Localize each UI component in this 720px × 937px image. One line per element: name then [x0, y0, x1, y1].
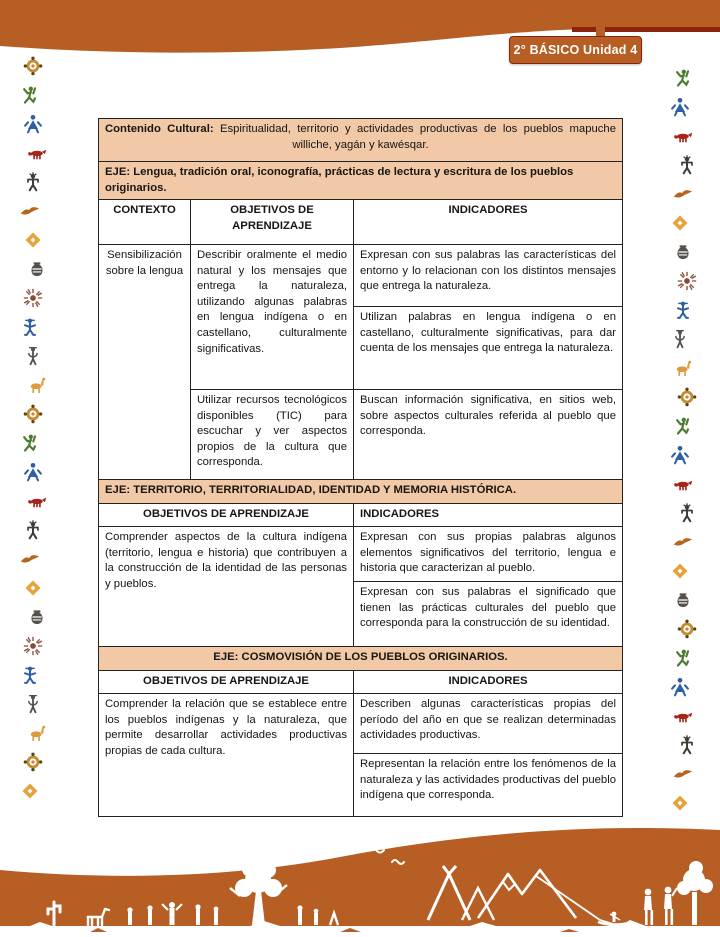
condor-icon	[20, 201, 40, 221]
pot-icon	[673, 242, 693, 262]
objetivo2-cell: Utilizar recursos tecnológicos disponibles (TIC) para escuchar y ver aspectos propios de la cultura que corresponda.	[191, 390, 354, 480]
eje-territorio-row: EJE: TERRITORIO, TERRITORIALIDAD, IDENTIDAD Y MEMORIA HISTÓRICA.	[99, 480, 623, 504]
anthropomorph-icon	[23, 114, 43, 134]
sun-wheel-icon	[23, 56, 43, 76]
pot-icon	[27, 259, 47, 279]
diamond-icon	[20, 781, 40, 801]
section2-objetivo-cell: Comprender aspectos de la cultura indígena (territorio, lengua e historia) que contribuyen a la construcción de la identidad de las personas y pueblos.	[99, 527, 354, 647]
pot-icon	[27, 607, 47, 627]
llama-icon	[27, 375, 47, 395]
header-objetivos-3: OBJETIVOS DE APRENDIZAJE	[99, 671, 354, 694]
sunburst-icon	[23, 288, 43, 308]
section2-indicador-1: Expresan con sus propias palabras algunos elementos significativos del territorio, lengua e historia que caracterizan al pueblo.	[354, 527, 623, 582]
header-objetivos-2: OBJETIVOS DE APRENDIZAJE	[99, 504, 354, 527]
warrior-icon	[20, 665, 40, 685]
dancer-icon	[673, 68, 693, 88]
sunburst-icon	[23, 636, 43, 656]
anthropomorph-icon	[670, 97, 690, 117]
landscape-silhouette	[0, 822, 720, 932]
fox-icon	[27, 491, 47, 511]
section3-objetivo-cell: Comprender la relación que se establece entre los pueblos indígenas y la naturaleza, que permite desarrollar actividades productivas propias de cada cultura.	[99, 694, 354, 817]
anthropomorph-icon	[670, 445, 690, 465]
diamond-icon	[670, 793, 690, 813]
shaman-icon	[23, 172, 43, 192]
bottom-landscape	[0, 822, 720, 932]
diamond-icon	[670, 561, 690, 581]
contenido-cultural-label: Contenido Cultural:	[105, 123, 220, 135]
warrior-icon	[673, 300, 693, 320]
llama-icon	[27, 723, 47, 743]
elder-icon	[23, 694, 43, 714]
sun-wheel-icon	[677, 619, 697, 639]
objetivo1-cell: Describir oralmente el medio natural y los mensajes que entrega la naturaleza, utilizando algunas palabras en lengua indígena o en castellano, culturalmente significativas.	[191, 245, 354, 390]
elder-icon	[670, 329, 690, 349]
sun-wheel-icon	[23, 752, 43, 772]
header-contexto: CONTEXTO	[99, 200, 191, 245]
condor-icon	[20, 549, 40, 569]
eje-cosmovision-row: EJE: COSMOVISIÓN DE LOS PUEBLOS ORIGINARIOS.	[99, 647, 623, 671]
section3-indicador-1: Describen algunas características propias del período del año en que se realizan determinadas actividades productivas.	[354, 694, 623, 754]
objetivo2-indicador-1: Buscan información significativa, en sitios web, sobre aspectos culturales referida al pueblo que corresponda.	[354, 390, 623, 480]
objetivo1-indicador-1: Expresan con sus palabras las características del entorno y lo relacionan con los distintos mensajes que entrega la naturaleza.	[354, 245, 623, 307]
unit-badge	[509, 36, 642, 64]
shaman-icon	[23, 520, 43, 540]
diamond-icon	[23, 578, 43, 598]
sun-wheel-icon	[23, 404, 43, 424]
condor-icon	[673, 532, 693, 552]
header-objetivos-1: OBJETIVOS DE APRENDIZAJE	[191, 200, 354, 245]
condor-icon	[673, 184, 693, 204]
sun-wheel-icon	[677, 387, 697, 407]
diamond-icon	[23, 230, 43, 250]
elder-icon	[23, 346, 43, 366]
anthropomorph-icon	[670, 677, 690, 697]
curriculum-table	[98, 118, 623, 817]
dancer-icon	[673, 416, 693, 436]
header-indicadores-3: INDICADORES	[354, 671, 623, 694]
diamond-icon	[670, 213, 690, 233]
unit-badge-label: 2° BÁSICO Unidad 4	[513, 43, 638, 57]
header-indicadores-2: INDICADORES	[354, 504, 623, 527]
section3-indicador-2: Representan la relación entre los fenómenos de la naturaleza y las actividades productivas del pueblo indígena que corresponda.	[354, 754, 623, 817]
right-petroglyph-strip	[664, 68, 702, 813]
fox-icon	[673, 126, 693, 146]
contenido-cultural-text: Espiritualidad, territorio y actividades productivas de los pueblos mapuche williche, yagán y kawésqar.	[219, 123, 616, 151]
left-petroglyph-strip	[14, 56, 52, 801]
sunburst-icon	[677, 271, 697, 291]
eje-lengua-row: EJE: Lengua, tradición oral, iconografía, prácticas de lectura y escritura de los pueblos originarios.	[99, 162, 623, 200]
fox-icon	[673, 706, 693, 726]
top-banner	[0, 0, 720, 70]
contenido-cultural-row	[99, 119, 623, 162]
pot-icon	[673, 590, 693, 610]
shaman-icon	[677, 155, 697, 175]
fox-icon	[27, 143, 47, 163]
dancer-icon	[673, 648, 693, 668]
contexto-cell: Sensibilización sobre la lengua	[99, 245, 191, 480]
dancer-icon	[20, 85, 40, 105]
llama-icon	[673, 358, 693, 378]
condor-icon	[673, 764, 693, 784]
fox-icon	[673, 474, 693, 494]
shaman-icon	[677, 735, 697, 755]
warrior-icon	[20, 317, 40, 337]
header-indicadores-1: INDICADORES	[354, 200, 623, 245]
objetivo1-indicador-2: Utilizan palabras en lengua indígena o en castellano, culturalmente significativas, para dar cuenta de los mensajes que entrega la naturaleza.	[354, 307, 623, 390]
shaman-icon	[677, 503, 697, 523]
dancer-icon	[20, 433, 40, 453]
section2-indicador-2: Expresan con sus palabras el significado que tienen las prácticas culturales del pueblo que corresponda para la construcción de su identidad.	[354, 582, 623, 647]
anthropomorph-icon	[23, 462, 43, 482]
